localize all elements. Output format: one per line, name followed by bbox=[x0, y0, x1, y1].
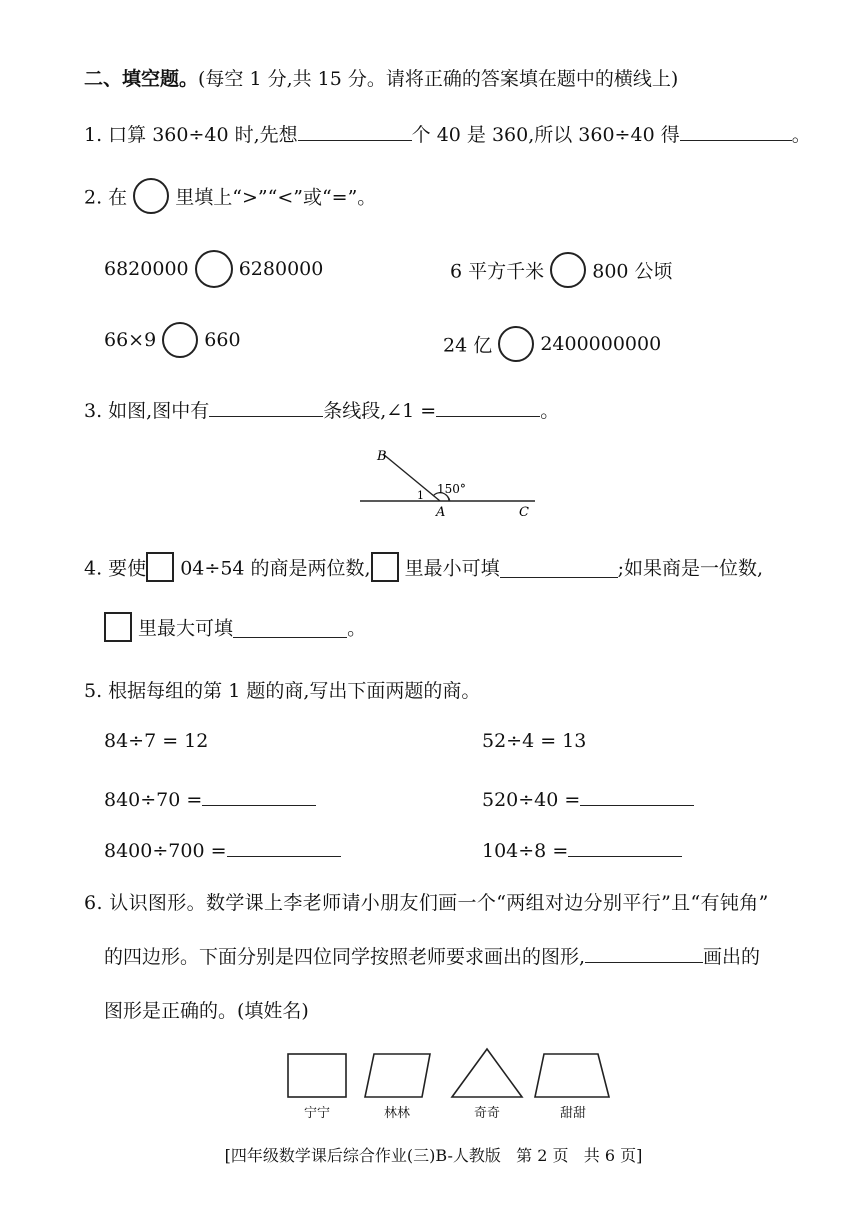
label-150: 150° bbox=[437, 482, 466, 496]
q2-answer-circle[interactable] bbox=[162, 322, 198, 358]
q3-text-b: 条线段,∠1 = bbox=[323, 400, 437, 422]
q2-item-3 bbox=[104, 322, 241, 358]
q5-right-2 bbox=[482, 785, 694, 811]
q5-left-3-text: 8400÷700 = bbox=[104, 840, 227, 862]
q1-text-b: 个 40 是 360,所以 360÷40 得 bbox=[411, 124, 680, 146]
section-header bbox=[84, 64, 678, 91]
q4-box-1[interactable] bbox=[146, 552, 174, 582]
q5-blank-4[interactable] bbox=[568, 836, 682, 857]
q2-item-4 bbox=[443, 326, 661, 362]
q5-blank-1[interactable] bbox=[202, 785, 316, 806]
question-1 bbox=[84, 120, 811, 147]
q2-item-left: 24 亿 bbox=[443, 334, 493, 357]
q4-box-3[interactable] bbox=[104, 612, 132, 642]
q6-blank[interactable] bbox=[585, 942, 703, 963]
angle-diagram bbox=[355, 440, 545, 522]
q3-text-a: 3. 如图,图中有 bbox=[84, 400, 210, 422]
q3-blank-1[interactable] bbox=[209, 396, 323, 417]
q5-right-3 bbox=[482, 836, 682, 862]
line-ab bbox=[383, 454, 440, 501]
q6-line-2a: 的四边形。下面分别是四位同学按照老师要求画出的图形, bbox=[104, 946, 586, 968]
q2-item-left: 6 平方千米 bbox=[450, 260, 545, 283]
page-footer: [四年级数学课后综合作业(三)B-人教版 第 2 页 共 6 页] bbox=[224, 1146, 643, 1165]
q4-text-b: 04÷54 的商是两位数, bbox=[180, 557, 371, 580]
q5-right-1: 52÷4 = 13 bbox=[482, 730, 587, 752]
question-3 bbox=[84, 396, 559, 423]
q4-blank-2[interactable] bbox=[233, 617, 347, 638]
q4-text-f: 。 bbox=[347, 617, 367, 640]
q2-item-2 bbox=[450, 252, 673, 288]
q2-example-circle bbox=[133, 178, 169, 214]
shape-name-4: 甜甜 bbox=[559, 1106, 586, 1121]
label-a: A bbox=[436, 505, 446, 520]
q2-answer-circle[interactable] bbox=[195, 250, 233, 288]
q5-blank-2[interactable] bbox=[227, 836, 341, 857]
q2-item-left: 6820000 bbox=[104, 258, 189, 280]
q4-text-c: 里最小可填 bbox=[404, 557, 500, 580]
q2-answer-circle[interactable] bbox=[498, 326, 534, 362]
q1-blank-1[interactable] bbox=[298, 120, 412, 141]
q5-right-3-text: 104÷8 = bbox=[482, 840, 569, 862]
shape-name-2: 林林 bbox=[383, 1106, 410, 1121]
label-c: C bbox=[519, 505, 529, 520]
q4-blank-1[interactable] bbox=[500, 557, 618, 578]
q2-answer-circle[interactable] bbox=[550, 252, 586, 288]
q2-item-right: 800 公顷 bbox=[592, 260, 673, 283]
q6-line-2 bbox=[104, 942, 760, 969]
question-4-line-2 bbox=[104, 612, 366, 642]
q5-left-1: 84÷7 = 12 bbox=[104, 730, 209, 752]
shape-name-3: 奇奇 bbox=[473, 1106, 500, 1121]
q2-text-b: 里填上“>”“<”或“=”。 bbox=[175, 186, 377, 209]
q6-line-1: 6. 认识图形。数学课上李老师请小朋友们画一个“两组对边分别平行”且“有钝角” bbox=[84, 892, 769, 914]
q3-text-c: 。 bbox=[540, 400, 560, 422]
section-instruction: (每空 1 分,共 15 分。请将正确的答案填在题中的横线上) bbox=[198, 68, 679, 90]
q2-text-a: 2. 在 bbox=[84, 186, 128, 209]
q5-right-2-text: 520÷40 = bbox=[482, 789, 581, 811]
q4-text-a: 4. 要使 bbox=[84, 557, 147, 580]
q5-title: 5. 根据每组的第 1 题的商,写出下面两题的商。 bbox=[84, 680, 481, 702]
q6-line-2b: 画出的 bbox=[703, 946, 761, 968]
q2-item-right: 6280000 bbox=[238, 258, 324, 280]
q3-blank-2[interactable] bbox=[436, 396, 540, 417]
q5-left-2-text: 840÷70 = bbox=[104, 789, 203, 811]
q2-item-left: 66×9 bbox=[104, 329, 157, 351]
q6-line-3: 图形是正确的。(填姓名) bbox=[104, 1000, 309, 1022]
q2-item-right: 2400000000 bbox=[540, 333, 662, 355]
q1-blank-2[interactable] bbox=[680, 120, 792, 141]
shapes-figure bbox=[280, 1044, 620, 1104]
trapezoid-shape bbox=[535, 1054, 609, 1097]
q4-text-e: 里最大可填 bbox=[138, 617, 234, 640]
q5-blank-3[interactable] bbox=[580, 785, 694, 806]
q2-item-right: 660 bbox=[204, 329, 241, 351]
triangle-shape bbox=[452, 1049, 522, 1097]
question-4-line-1 bbox=[84, 552, 763, 582]
q5-left-3 bbox=[104, 836, 341, 862]
q1-text-a: 1. 口算 360÷40 时,先想 bbox=[84, 124, 298, 146]
label-b: B bbox=[377, 449, 387, 464]
shape-name-1: 宁宁 bbox=[303, 1106, 330, 1121]
section-title: 二、填空题。 bbox=[84, 68, 199, 90]
parallelogram-shape bbox=[365, 1054, 430, 1097]
q4-text-d: ;如果商是一位数, bbox=[617, 557, 764, 580]
q5-left-2 bbox=[104, 785, 316, 811]
q1-text-c: 。 bbox=[791, 124, 811, 146]
label-1: 1 bbox=[417, 489, 424, 502]
question-2 bbox=[84, 178, 376, 214]
rectangle-shape bbox=[288, 1054, 346, 1097]
q2-item-1 bbox=[104, 250, 323, 288]
q4-box-2[interactable] bbox=[371, 552, 399, 582]
